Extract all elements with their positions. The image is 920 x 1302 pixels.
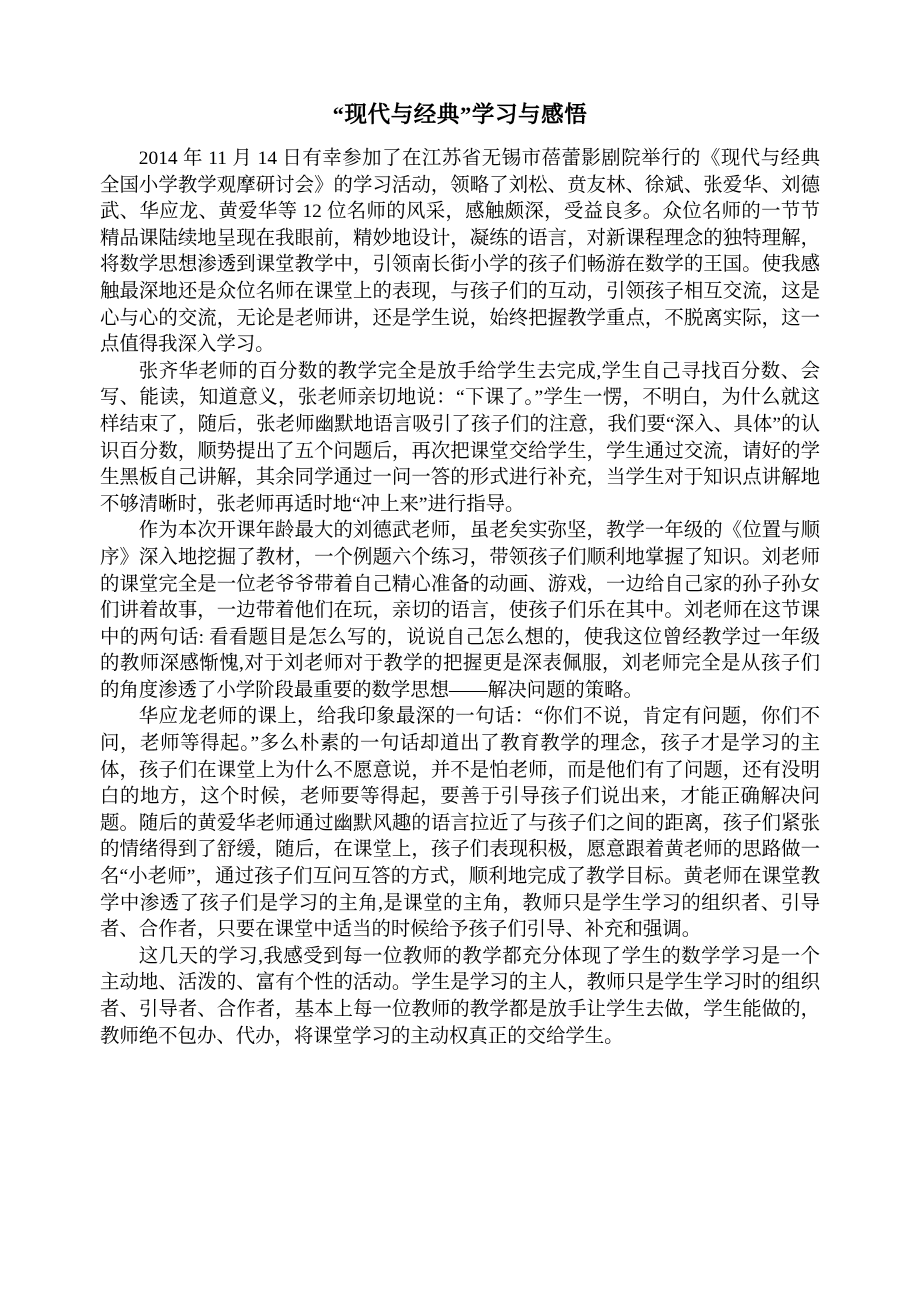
paragraph: 华应龙老师的课上，给我印象最深的一句话：“你们不说，肯定有问题，你们不问，老师等得起。”多么朴素的一句话却道出了教育教学的理念，孩子才是学习的主体，孩子们在课堂上为什么不愿意说，并不是怕老师，而是他们有了问题，还有没明白的地方，这个时候，老师要等得起，要善于引导孩子们说出来，才能正确解决问题。随后的黄爱华老师通过幽默风趣的语言拉近了与孩子们之间的距离，孩子们紧张的情绪得到了舒缓，随后，在课堂上，孩子们表现积极，愿意跟着黄老师的思路做一名“小老师”，通过孩子们互问互答的方式，顺利地完成了教学目标。黄老师在课堂教学中渗透了孩子们是学习的主角,是课堂的主角，教师只是学生学习的组织者、引导者、合作者，只要在课堂中适当的时候给予孩子们引导、补充和强调。 xyxy=(100,706,820,941)
paragraph: 这几天的学习,我感受到每一位教师的教学都充分体现了学生的数学学习是一个主动地、活泼的、富有个性的活动。学生是学习的主人，教师只是学生学习时的组织者、引导者、合作者，基本上每一位教师的教学都是放手让学生去做，学生能做的，教师绝不包办、代办，将课堂学习的主动权真正的交给学生。 xyxy=(100,945,820,1047)
paragraph: 2014 年 11 月 14 日有幸参加了在江苏省无锡市蓓蕾影剧院举行的《现代与经典全国小学教学观摩研讨会》的学习活动，领略了刘松、贲友林、徐斌、张爱华、刘德武、华应龙、黄爱华等 12 位名师的风采，感触颇深，受益良多。众位名师的一节节精品课陆续地呈现在我眼前，精妙地设计，凝练的语言，对新课程理念的独特理解，将数学思想渗透到课堂教学中，引领南长街小学的孩子们畅游在数学的王国。使我感触最深地还是众位名师在课堂上的表现，与孩子们的互动，引领孩子相互交流，这是心与心的交流，无论是老师讲，还是学生说，始终把握教学重点，不脱离实际，这一点值得我深入学习。 xyxy=(100,148,820,356)
paragraph: 作为本次开课年龄最大的刘德武老师，虽老矣实弥坚，教学一年级的《位置与顺序》深入地挖掘了教材，一个例题六个练习，带领孩子们顺利地掌握了知识。刘老师的课堂完全是一位老爷爷带着自己精心准备的动画、游戏，一边给自己家的孙子孙女们讲着故事，一边带着他们在玩，亲切的语言，使孩子们乐在其中。刘老师在这节课中的两句话: 看看题目是怎么写的，说说自己怎么想的，使我这位曾经教学过一年级的教师深感惭愧,对于刘老师对于教学的把握更是深表佩服，刘老师完全是从孩子们的角度渗透了小学阶段最重要的数学思想——解决问题的策略。 xyxy=(100,520,820,701)
document-content xyxy=(100,98,820,1050)
document-body xyxy=(100,146,820,1050)
paragraph: 张齐华老师的百分数的教学完全是放手给学生去完成,学生自己寻找百分数、会写、能读，知道意义，张老师亲切地说：“下课了。”学生一愣，不明白，为什么就这样结束了，随后，张老师幽默地语言吸引了孩子们的注意，我们要“深入、具体”的认识百分数，顺势提出了五个问题后，再次把课堂交给学生，学生通过交流，请好的学生黑板自己讲解，其余同学通过一问一答的形式进行补充，当学生对于知识点讲解地不够清晰时，张老师再适时地“冲上来”进行指导。 xyxy=(100,360,820,515)
page-title: “现代与经典”学习与感悟 xyxy=(332,102,588,127)
